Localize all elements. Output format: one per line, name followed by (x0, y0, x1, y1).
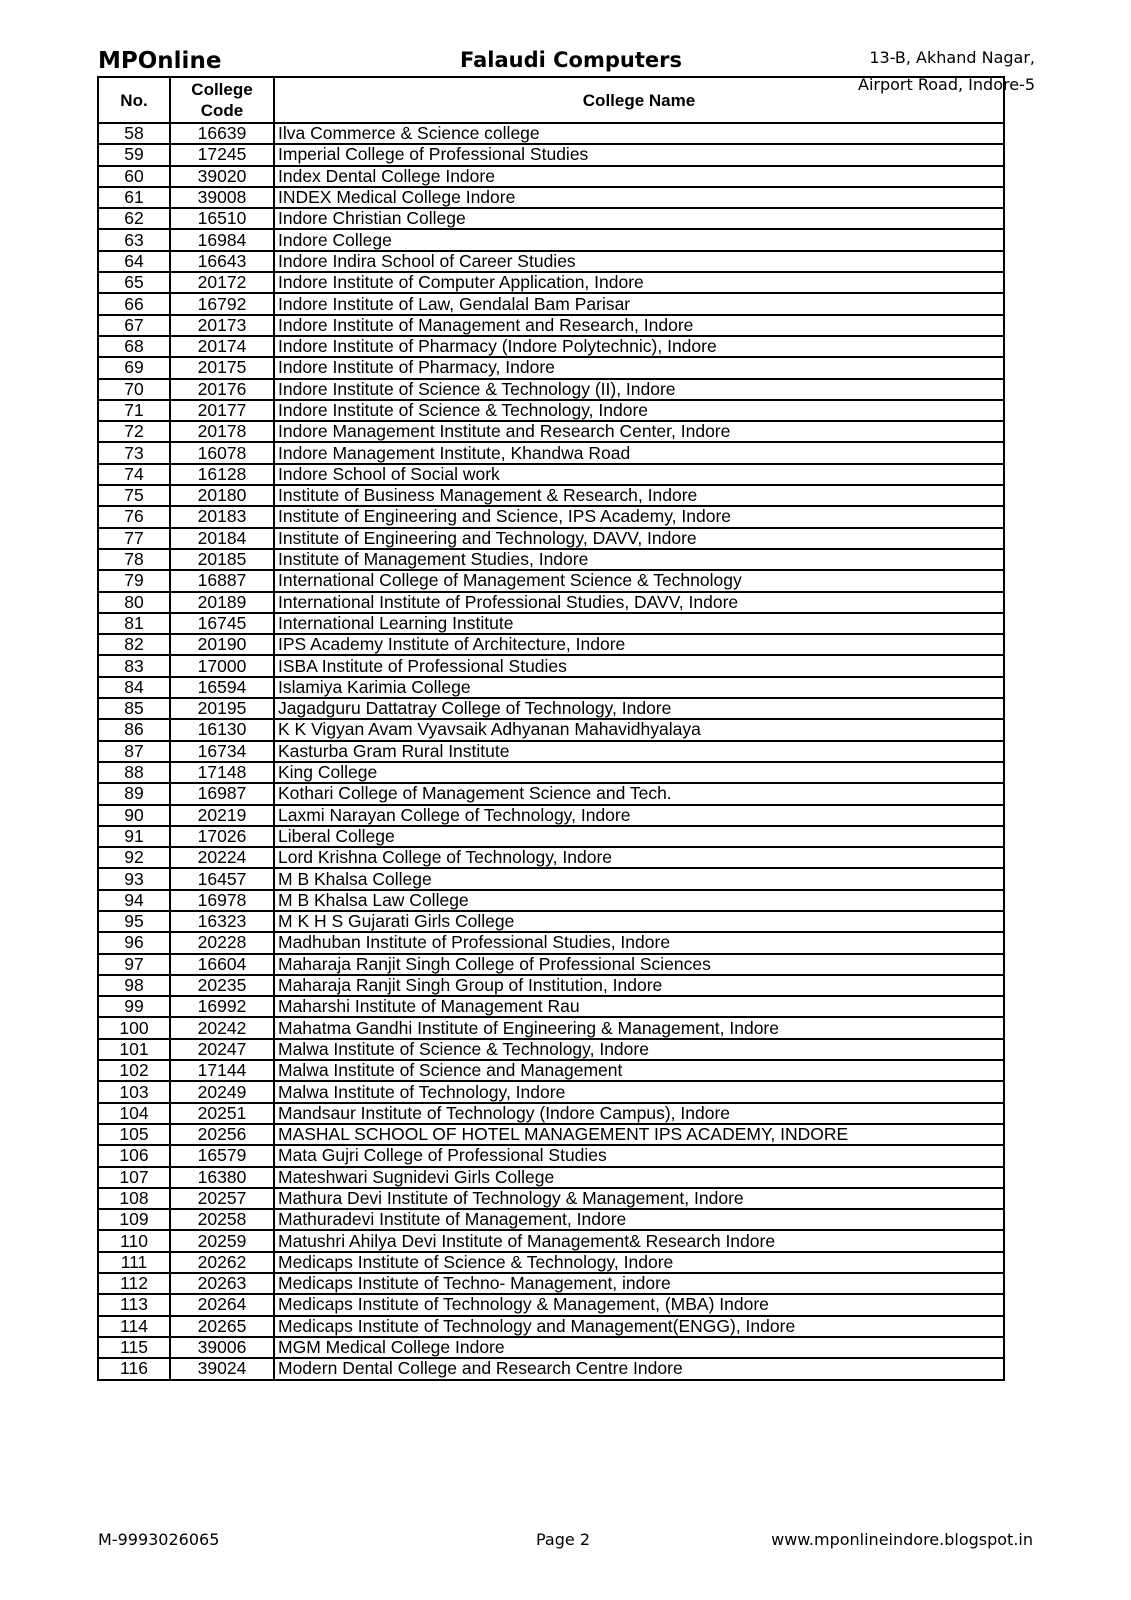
table-row (98, 826, 1004, 847)
college-code: 17148 (170, 762, 274, 783)
footer-website: www.mponlineindore.blogspot.in (771, 1530, 1033, 1549)
table-row (98, 783, 1004, 804)
table-row (98, 336, 1004, 357)
table-row (98, 229, 1004, 250)
table-row (98, 506, 1004, 527)
college-code: 16078 (170, 442, 274, 463)
college-code: 20251 (170, 1103, 274, 1124)
college-code: 20172 (170, 272, 274, 293)
college-code: 20190 (170, 634, 274, 655)
college-name: Modern Dental College and Research Centre Indore (274, 1358, 1004, 1379)
college-name: International Institute of Professional Studies, DAVV, Indore (274, 592, 1004, 613)
row-number: 58 (98, 123, 170, 144)
table-row (98, 1124, 1004, 1145)
college-code: 20235 (170, 975, 274, 996)
row-number: 113 (98, 1294, 170, 1315)
row-number: 98 (98, 975, 170, 996)
row-number: 90 (98, 805, 170, 826)
college-code: 16594 (170, 677, 274, 698)
college-name: Indore Institute of Law, Gendalal Bam Parisar (274, 293, 1004, 314)
row-number: 79 (98, 570, 170, 591)
row-number: 68 (98, 336, 170, 357)
row-number: 96 (98, 932, 170, 953)
college-name: Indore Institute of Computer Application, Indore (274, 272, 1004, 293)
college-code: 20262 (170, 1252, 274, 1273)
college-name: Indore Indira School of Career Studies (274, 251, 1004, 272)
row-number: 109 (98, 1209, 170, 1230)
college-code: 39020 (170, 166, 274, 187)
college-code: 20183 (170, 506, 274, 527)
column-header-name: College Name (274, 77, 1004, 123)
college-name: IPS Academy Institute of Architecture, Indore (274, 634, 1004, 655)
college-code: 20242 (170, 1017, 274, 1038)
college-code: 20224 (170, 847, 274, 868)
table-row (98, 442, 1004, 463)
college-name: INDEX Medical College Indore (274, 187, 1004, 208)
college-name: MASHAL SCHOOL OF HOTEL MANAGEMENT IPS ACADEMY, INDORE (274, 1124, 1004, 1145)
college-code: 20263 (170, 1273, 274, 1294)
row-number: 67 (98, 315, 170, 336)
table-row (98, 357, 1004, 378)
row-number: 97 (98, 954, 170, 975)
row-number: 73 (98, 442, 170, 463)
row-number: 94 (98, 890, 170, 911)
row-number: 75 (98, 485, 170, 506)
table-row (98, 166, 1004, 187)
college-name: King College (274, 762, 1004, 783)
row-number: 110 (98, 1230, 170, 1251)
table-row (98, 655, 1004, 676)
college-name: Mahatma Gandhi Institute of Engineering & Management, Indore (274, 1017, 1004, 1038)
college-code: 20177 (170, 400, 274, 421)
college-code: 20195 (170, 698, 274, 719)
table-row (98, 1145, 1004, 1166)
college-code: 16579 (170, 1145, 274, 1166)
row-number: 62 (98, 208, 170, 229)
row-number: 86 (98, 719, 170, 740)
college-code: 20247 (170, 1039, 274, 1060)
college-name: Indore Institute of Pharmacy (Indore Polytechnic), Indore (274, 336, 1004, 357)
college-name: M K H S Gujarati Girls College (274, 911, 1004, 932)
college-name: Malwa Institute of Science & Technology, Indore (274, 1039, 1004, 1060)
row-number: 93 (98, 868, 170, 889)
college-name: Medicaps Institute of Technology and Management(ENGG), Indore (274, 1316, 1004, 1337)
row-number: 84 (98, 677, 170, 698)
table-row (98, 592, 1004, 613)
table-row (98, 1039, 1004, 1060)
college-name: Indore Management Institute and Research Center, Indore (274, 421, 1004, 442)
table-row (98, 187, 1004, 208)
college-code: 17026 (170, 826, 274, 847)
college-name: Maharaja Ranjit Singh College of Professional Sciences (274, 954, 1004, 975)
row-number: 74 (98, 464, 170, 485)
college-code: 39024 (170, 1358, 274, 1379)
row-number: 95 (98, 911, 170, 932)
college-code: 39008 (170, 187, 274, 208)
table-row (98, 549, 1004, 570)
college-name: Kasturba Gram Rural Institute (274, 741, 1004, 762)
college-code: 20249 (170, 1081, 274, 1102)
college-name: Malwa Institute of Science and Management (274, 1060, 1004, 1081)
table-row (98, 932, 1004, 953)
address-line-1: 13-B, Akhand Nagar, (869, 48, 1035, 67)
table-row (98, 464, 1004, 485)
college-name: Mandsaur Institute of Technology (Indore Campus), Indore (274, 1103, 1004, 1124)
table-row (98, 400, 1004, 421)
college-name: International Learning Institute (274, 613, 1004, 634)
college-table (97, 76, 1005, 1381)
college-code: 20258 (170, 1209, 274, 1230)
table-row (98, 762, 1004, 783)
table-row (98, 421, 1004, 442)
table-row (98, 1060, 1004, 1081)
college-code: 16510 (170, 208, 274, 229)
table-row (98, 911, 1004, 932)
row-number: 87 (98, 741, 170, 762)
college-code: 16987 (170, 783, 274, 804)
company-title: Falaudi Computers (460, 48, 682, 72)
table-row (98, 868, 1004, 889)
college-code: 16380 (170, 1167, 274, 1188)
college-code: 16792 (170, 293, 274, 314)
college-name: Kothari College of Management Science and Tech. (274, 783, 1004, 804)
college-code: 16457 (170, 868, 274, 889)
table-row (98, 293, 1004, 314)
college-name: Madhuban Institute of Professional Studies, Indore (274, 932, 1004, 953)
college-code: 16887 (170, 570, 274, 591)
college-code: 16992 (170, 996, 274, 1017)
table-row (98, 996, 1004, 1017)
college-name: Medicaps Institute of Techno- Management, indore (274, 1273, 1004, 1294)
address-line-2: Airport Road, Indore-5 (858, 75, 1035, 94)
row-number: 61 (98, 187, 170, 208)
table-row (98, 634, 1004, 655)
table-row (98, 890, 1004, 911)
college-name: Islamiya Karimia College (274, 677, 1004, 698)
college-name: Institute of Business Management & Research, Indore (274, 485, 1004, 506)
college-code: 20257 (170, 1188, 274, 1209)
table-row (98, 954, 1004, 975)
table-row (98, 719, 1004, 740)
row-number: 105 (98, 1124, 170, 1145)
row-number: 103 (98, 1081, 170, 1102)
table-row (98, 698, 1004, 719)
college-name: Mateshwari Sugnidevi Girls College (274, 1167, 1004, 1188)
row-number: 65 (98, 272, 170, 293)
college-name: Index Dental College Indore (274, 166, 1004, 187)
college-code: 20178 (170, 421, 274, 442)
college-name: K K Vigyan Avam Vyavsaik Adhyanan Mahavidhyalaya (274, 719, 1004, 740)
row-number: 66 (98, 293, 170, 314)
row-number: 115 (98, 1337, 170, 1358)
row-number: 81 (98, 613, 170, 634)
table-row (98, 1294, 1004, 1315)
college-name: Institute of Engineering and Technology, DAVV, Indore (274, 528, 1004, 549)
college-code: 20265 (170, 1316, 274, 1337)
brand-title: MPOnline (98, 48, 222, 74)
college-code: 17000 (170, 655, 274, 676)
college-code: 20228 (170, 932, 274, 953)
row-number: 77 (98, 528, 170, 549)
college-name: Maharshi Institute of Management Rau (274, 996, 1004, 1017)
college-code: 16323 (170, 911, 274, 932)
college-name: Mathuradevi Institute of Management, Indore (274, 1209, 1004, 1230)
table-row (98, 570, 1004, 591)
table-row (98, 272, 1004, 293)
college-name: MGM Medical College Indore (274, 1337, 1004, 1358)
row-number: 83 (98, 655, 170, 676)
row-number: 111 (98, 1252, 170, 1273)
table-row (98, 1081, 1004, 1102)
row-number: 70 (98, 379, 170, 400)
college-name: Liberal College (274, 826, 1004, 847)
row-number: 71 (98, 400, 170, 421)
college-name: Jagadguru Dattatray College of Technology, Indore (274, 698, 1004, 719)
row-number: 60 (98, 166, 170, 187)
college-name: Laxmi Narayan College of Technology, Indore (274, 805, 1004, 826)
row-number: 59 (98, 144, 170, 165)
college-name: Ilva Commerce & Science college (274, 123, 1004, 144)
row-number: 101 (98, 1039, 170, 1060)
footer-phone: M-9993026065 (98, 1530, 220, 1549)
college-name: Lord Krishna College of Technology, Indore (274, 847, 1004, 868)
college-code: 16639 (170, 123, 274, 144)
row-number: 76 (98, 506, 170, 527)
college-code: 39006 (170, 1337, 274, 1358)
college-name: Indore Institute of Science & Technology (II), Indore (274, 379, 1004, 400)
college-name: Indore Institute of Science & Technology, Indore (274, 400, 1004, 421)
table-row (98, 1316, 1004, 1337)
table-row (98, 847, 1004, 868)
college-code: 16128 (170, 464, 274, 485)
table-row (98, 123, 1004, 144)
college-code: 20180 (170, 485, 274, 506)
table-row (98, 1358, 1004, 1379)
table-row (98, 613, 1004, 634)
row-number: 72 (98, 421, 170, 442)
table-row (98, 144, 1004, 165)
college-name: Maharaja Ranjit Singh Group of Institution, Indore (274, 975, 1004, 996)
college-name: International College of Management Science & Technology (274, 570, 1004, 591)
table-row (98, 208, 1004, 229)
college-name: Medicaps Institute of Science & Technology, Indore (274, 1252, 1004, 1273)
college-code: 20173 (170, 315, 274, 336)
row-number: 102 (98, 1060, 170, 1081)
row-number: 91 (98, 826, 170, 847)
college-code: 20185 (170, 549, 274, 570)
table-row (98, 1188, 1004, 1209)
college-name: Matushri Ahilya Devi Institute of Management& Research Indore (274, 1230, 1004, 1251)
college-code: 20176 (170, 379, 274, 400)
footer-page-number: Page 2 (536, 1530, 590, 1549)
column-header-no: No. (98, 77, 170, 123)
row-number: 92 (98, 847, 170, 868)
college-name: Indore Management Institute, Khandwa Road (274, 442, 1004, 463)
table-row (98, 1230, 1004, 1251)
college-code: 20256 (170, 1124, 274, 1145)
table-row (98, 379, 1004, 400)
row-number: 69 (98, 357, 170, 378)
college-name: Imperial College of Professional Studies (274, 144, 1004, 165)
table-row (98, 315, 1004, 336)
table-row (98, 805, 1004, 826)
column-header-code: College Code (170, 77, 274, 123)
college-code: 16984 (170, 229, 274, 250)
row-number: 78 (98, 549, 170, 570)
college-name: Malwa Institute of Technology, Indore (274, 1081, 1004, 1102)
college-code: 16643 (170, 251, 274, 272)
row-number: 104 (98, 1103, 170, 1124)
row-number: 64 (98, 251, 170, 272)
college-code: 16604 (170, 954, 274, 975)
table-row (98, 485, 1004, 506)
college-name: Indore Institute of Management and Research, Indore (274, 315, 1004, 336)
table-row (98, 1273, 1004, 1294)
college-code: 20189 (170, 592, 274, 613)
college-name: Indore Institute of Pharmacy, Indore (274, 357, 1004, 378)
college-name: ISBA Institute of Professional Studies (274, 655, 1004, 676)
row-number: 108 (98, 1188, 170, 1209)
college-code: 20175 (170, 357, 274, 378)
row-number: 89 (98, 783, 170, 804)
row-number: 85 (98, 698, 170, 719)
table-row (98, 1252, 1004, 1273)
table-row (98, 528, 1004, 549)
college-code: 16130 (170, 719, 274, 740)
table-row (98, 251, 1004, 272)
college-name: Indore School of Social work (274, 464, 1004, 485)
college-code: 17144 (170, 1060, 274, 1081)
college-name: Indore Christian College (274, 208, 1004, 229)
college-name: Institute of Management Studies, Indore (274, 549, 1004, 570)
college-code: 20259 (170, 1230, 274, 1251)
college-name: M B Khalsa College (274, 868, 1004, 889)
table-row (98, 975, 1004, 996)
college-code: 16745 (170, 613, 274, 634)
row-number: 107 (98, 1167, 170, 1188)
college-code: 16978 (170, 890, 274, 911)
college-code: 20219 (170, 805, 274, 826)
table-row (98, 1337, 1004, 1358)
row-number: 106 (98, 1145, 170, 1166)
row-number: 82 (98, 634, 170, 655)
college-name: Medicaps Institute of Technology & Management, (MBA) Indore (274, 1294, 1004, 1315)
table-row (98, 1167, 1004, 1188)
table-row (98, 1017, 1004, 1038)
row-number: 88 (98, 762, 170, 783)
row-number: 80 (98, 592, 170, 613)
row-number: 114 (98, 1316, 170, 1337)
row-number: 100 (98, 1017, 170, 1038)
table-row (98, 741, 1004, 762)
college-code: 20264 (170, 1294, 274, 1315)
row-number: 116 (98, 1358, 170, 1379)
college-code: 16734 (170, 741, 274, 762)
table-row (98, 1209, 1004, 1230)
college-name: Mathura Devi Institute of Technology & Management, Indore (274, 1188, 1004, 1209)
college-name: Institute of Engineering and Science, IPS Academy, Indore (274, 506, 1004, 527)
row-number: 99 (98, 996, 170, 1017)
college-name: M B Khalsa Law College (274, 890, 1004, 911)
college-code: 17245 (170, 144, 274, 165)
college-code: 20184 (170, 528, 274, 549)
college-name: Mata Gujri College of Professional Studies (274, 1145, 1004, 1166)
table-row (98, 1103, 1004, 1124)
table-row (98, 677, 1004, 698)
row-number: 112 (98, 1273, 170, 1294)
college-code: 20174 (170, 336, 274, 357)
college-name: Indore College (274, 229, 1004, 250)
table-header-row (98, 77, 1004, 123)
row-number: 63 (98, 229, 170, 250)
